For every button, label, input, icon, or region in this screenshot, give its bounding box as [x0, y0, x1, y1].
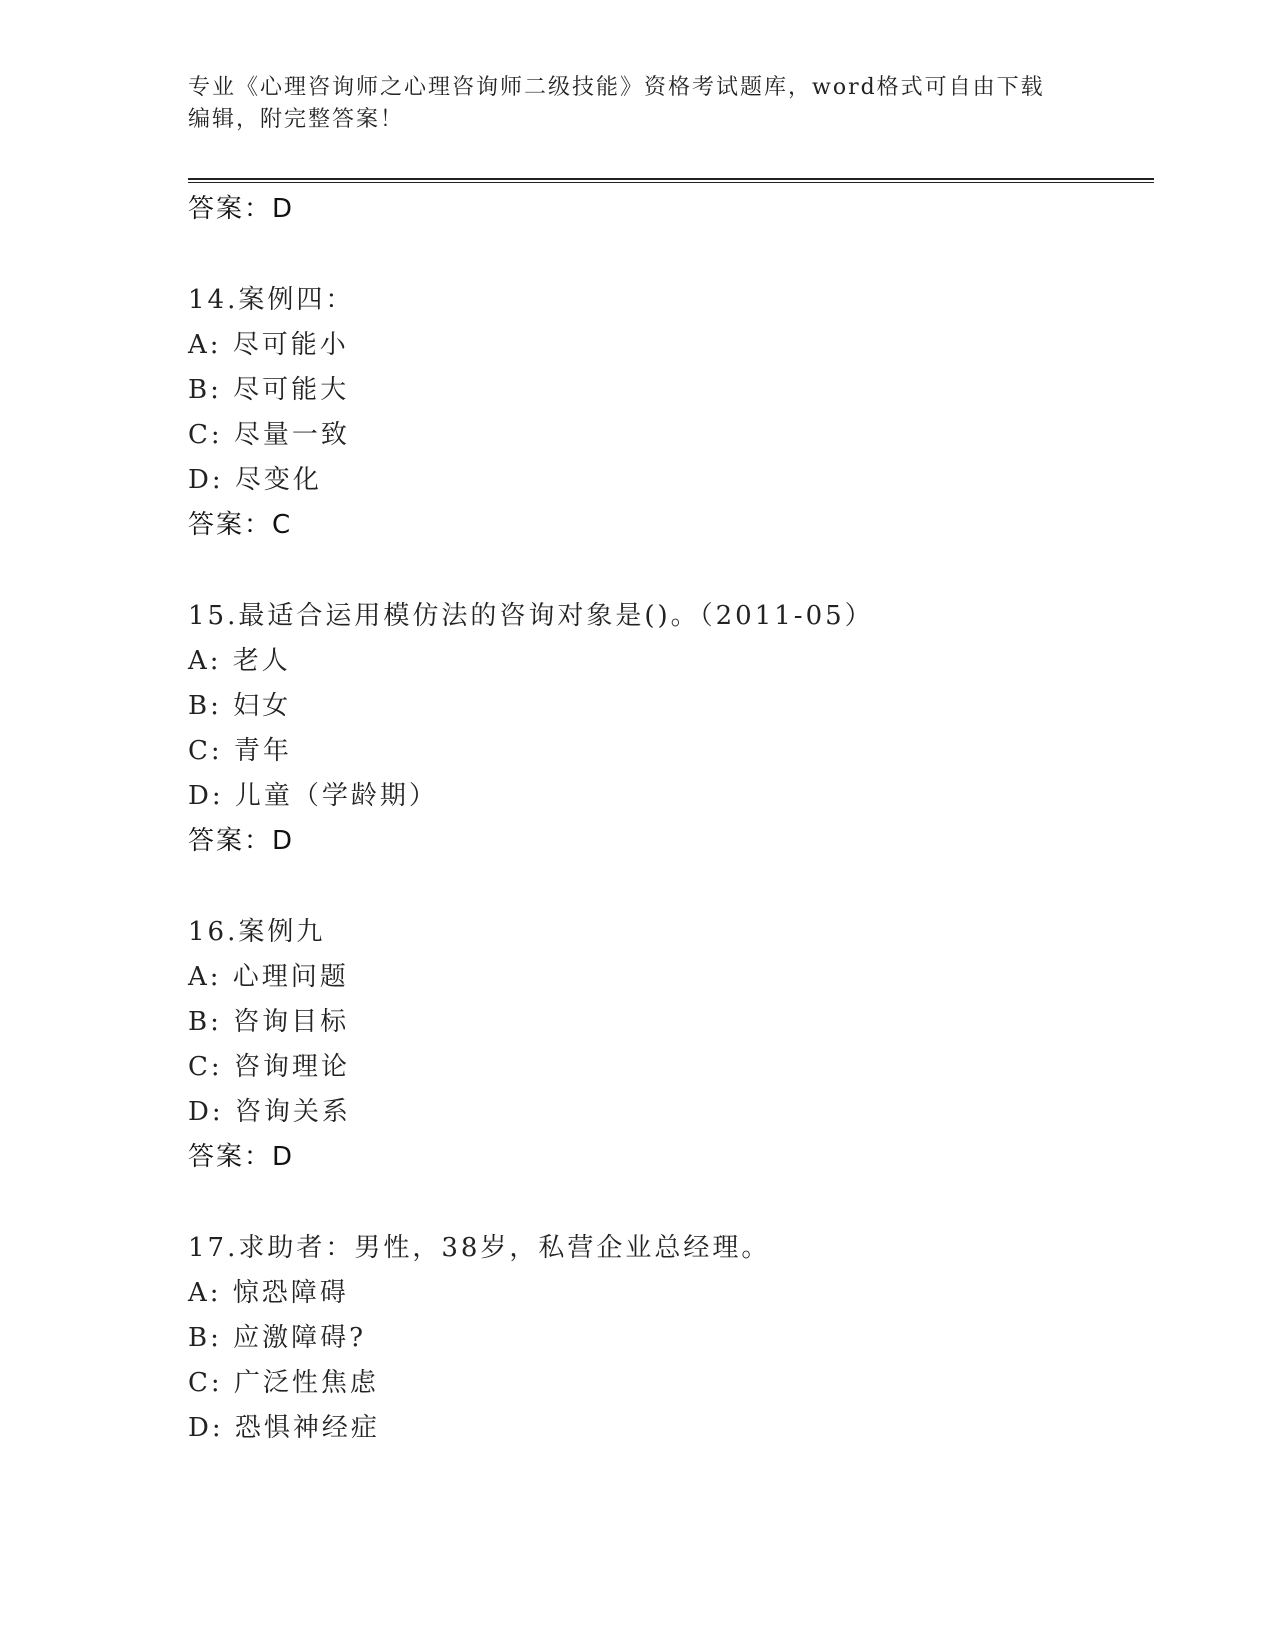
question-stem: 14.案例四：: [188, 285, 355, 315]
option-c: C: 广泛性焦虑: [188, 1368, 379, 1398]
option-a: A: 老人: [188, 646, 291, 676]
option-c: C: 青年: [188, 736, 292, 766]
option-d: D: 尽变化: [188, 465, 322, 495]
header-line-2: 编辑，附完整答案！: [188, 107, 405, 132]
option-b: B: 尽可能大: [188, 375, 350, 405]
option-c: C: 咨询理论: [188, 1052, 350, 1082]
question-stem: 17.求助者：男性，38岁，私营企业总经理。: [188, 1233, 771, 1263]
option-b: B: 妇女: [188, 691, 292, 721]
answer-label: 答案：D: [188, 1142, 295, 1172]
option-a: A: 惊恐障碍: [188, 1278, 349, 1308]
option-b: B: 应激障碍?: [188, 1323, 367, 1353]
option-a: A: 心理问题: [188, 962, 349, 992]
header-divider: [188, 178, 1154, 183]
option-b: B: 咨询目标: [188, 1007, 350, 1037]
answer-label: 答案：D: [188, 826, 295, 856]
answer-label: 答案：D: [188, 194, 295, 224]
option-d: D: 儿童（学龄期）: [188, 781, 438, 811]
question-stem: 15.最适合运用模仿法的咨询对象是()。（2011-05）: [188, 601, 874, 631]
header-line-1: 专业《心理咨询师之心理咨询师二级技能》资格考试题库，word格式可自由下载: [188, 75, 1045, 100]
question-stem: 16.案例九: [188, 917, 326, 947]
option-d: D: 恐惧神经症: [188, 1413, 380, 1443]
option-a: A: 尽可能小: [188, 330, 349, 360]
option-d: D: 咨询关系: [188, 1097, 351, 1127]
answer-label: 答案：C: [188, 510, 293, 540]
option-c: C: 尽量一致: [188, 420, 350, 450]
document-header: [188, 72, 1088, 136]
